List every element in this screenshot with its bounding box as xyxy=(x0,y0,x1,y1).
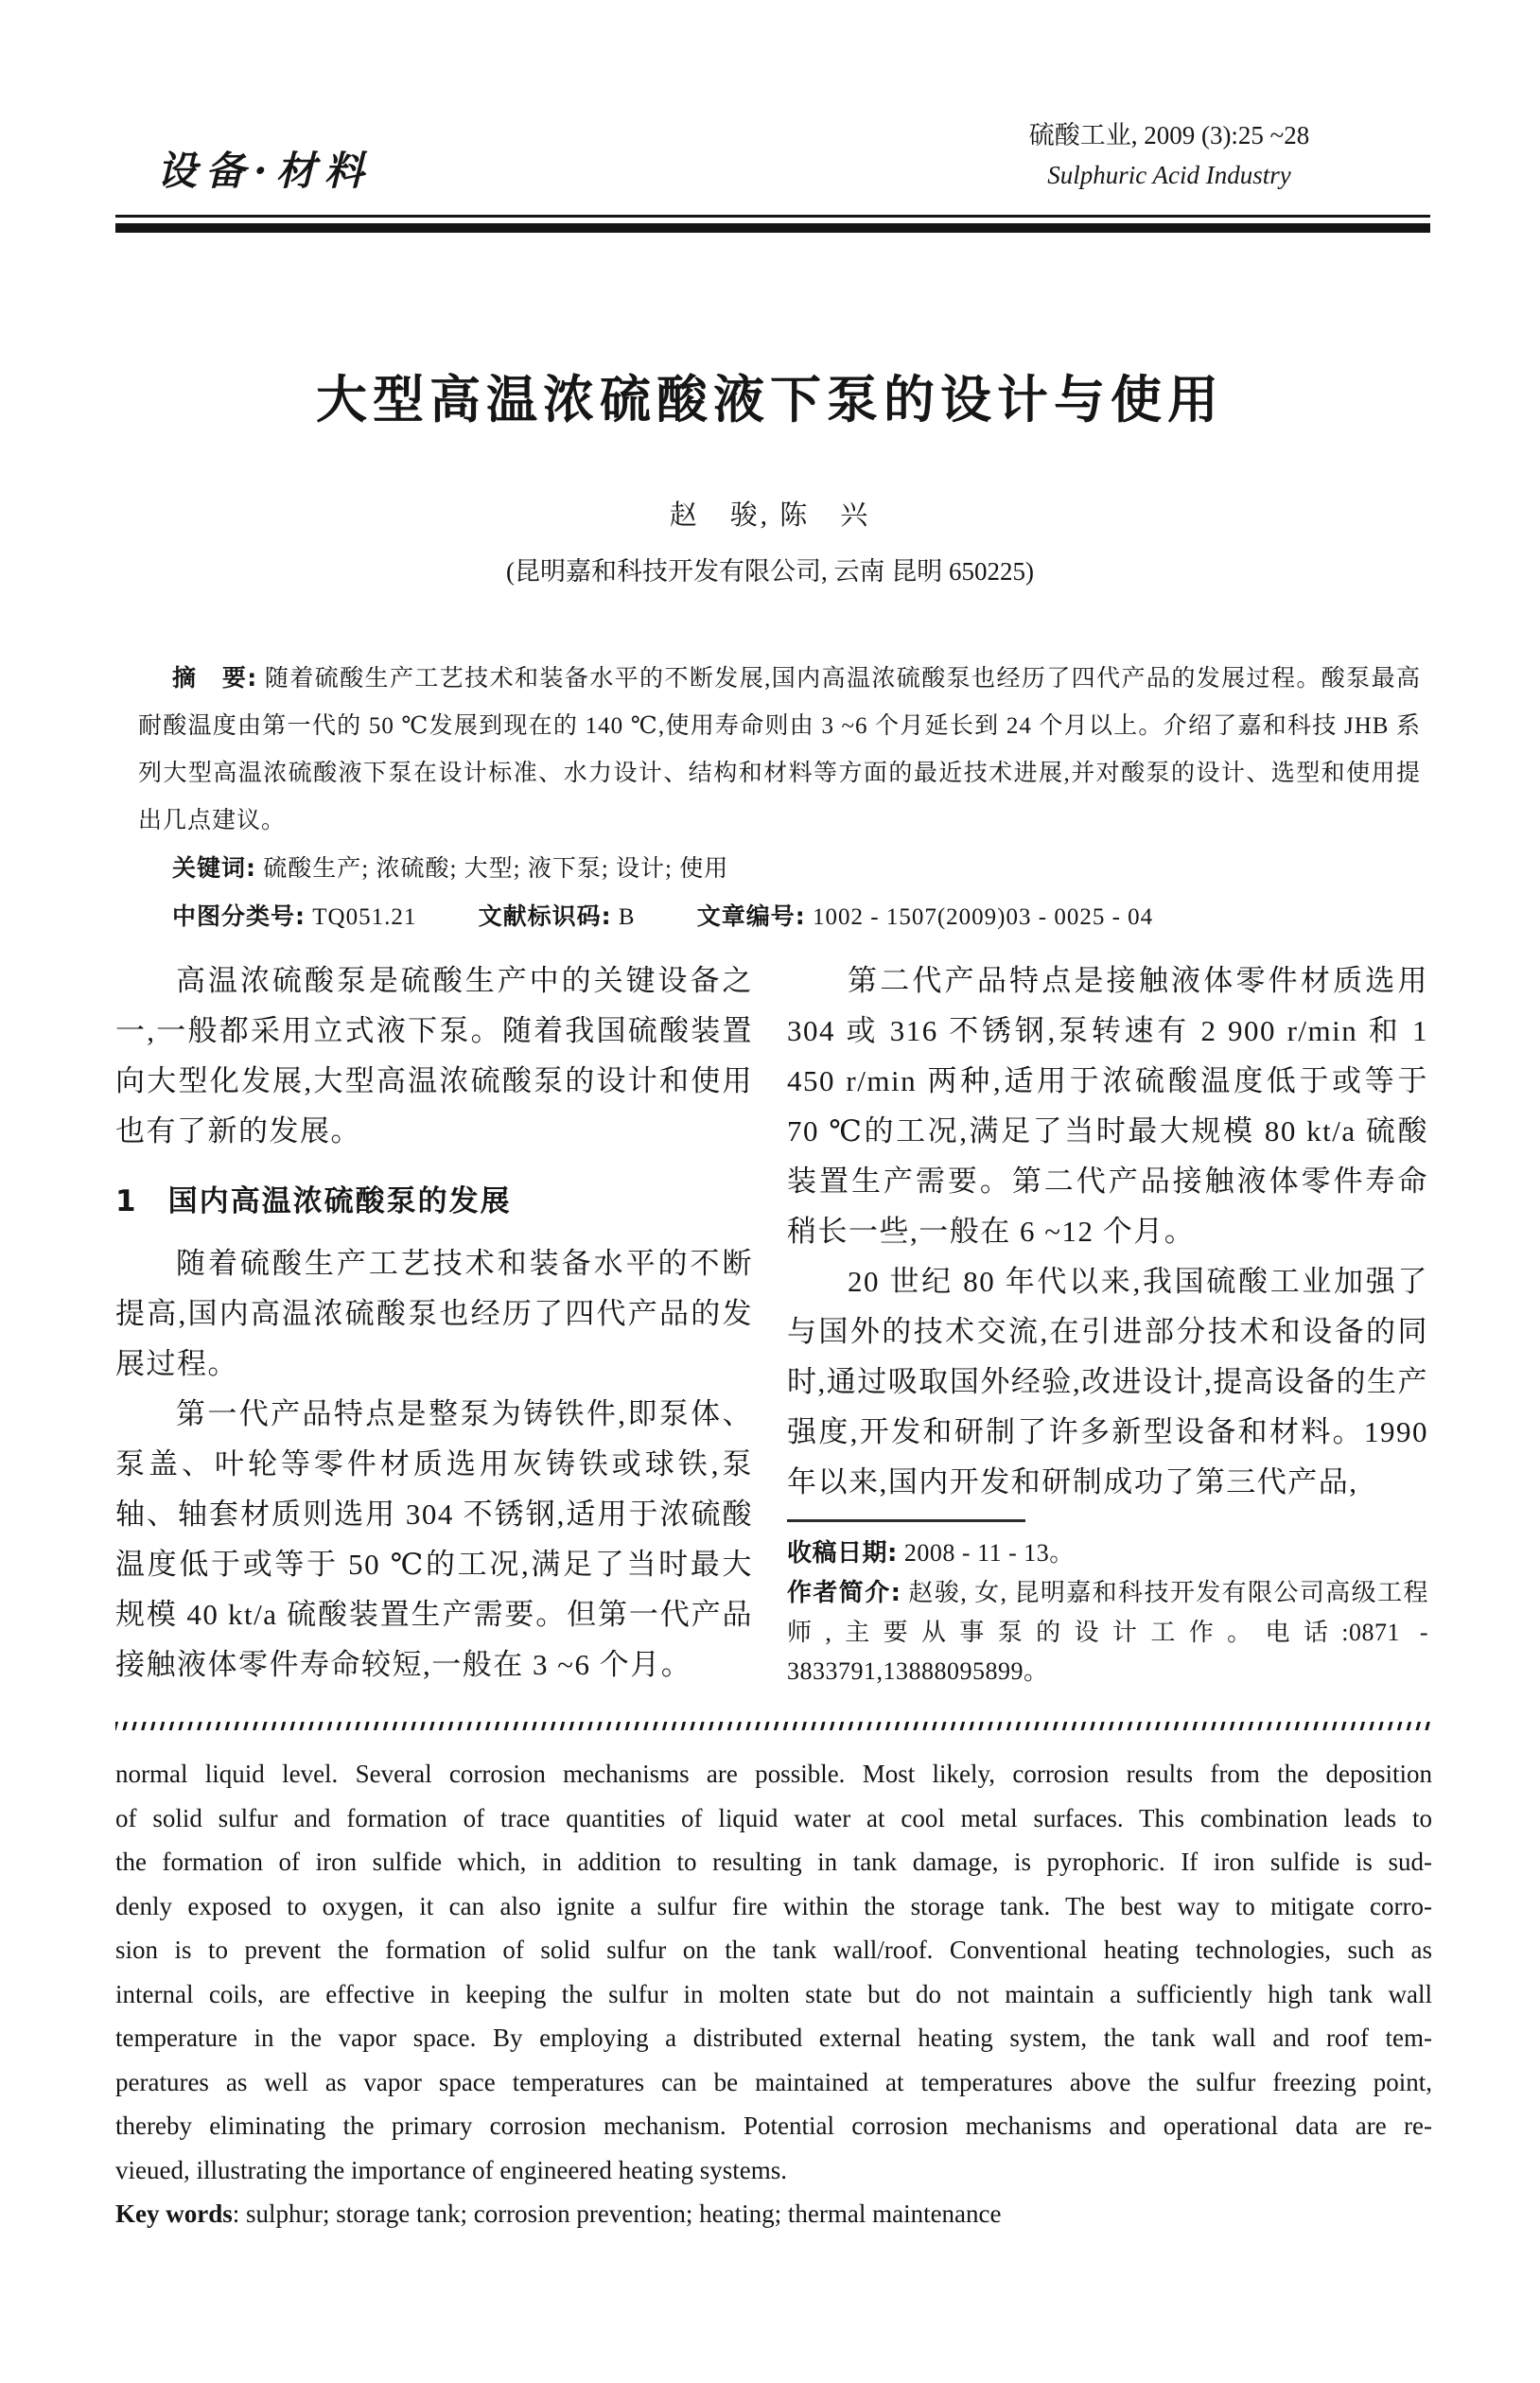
english-line: thereby eliminating the primary corrosion mechanism. Potential corrosion mechanisms and operational data are re- xyxy=(115,2111,1432,2140)
left-paragraph-1: 高温浓硫酸泵是硫酸生产中的关键设备之一,一般都采用立式液下泵。随着我国硫酸装置向大型化发展,大型高温浓硫酸泵的设计和使用也有了新的发展。 xyxy=(115,964,753,1148)
abstract-label: 摘 要: xyxy=(172,664,258,692)
article-authors: 赵 骏, 陈 兴 xyxy=(669,500,871,531)
header-rule-thin xyxy=(115,215,1430,218)
article-affiliation: (昆明嘉和科技开发有限公司, 云南 昆明 650225) xyxy=(506,557,1034,586)
left-paragraph-3: 第一代产品特点是整泵为铸铁件,即泵体、泵盖、叶轮等零件材质选用灰铸铁或球铁,泵轴、轴套材质则选用 304 不锈钢,适用于浓硫酸温度低于或等于 50 ℃的工况,满足了当时最大规模 40 kt/a 硫酸装置生产需要。但第一代产品接触液体零件寿命较短,一般在 3 ~6 个月。 xyxy=(115,1397,753,1681)
keywords-line xyxy=(138,845,1421,893)
classification-line xyxy=(138,893,1421,941)
english-line: internal coils, are effective in keeping the sulfur in molten state but do not maintain a sufficiently high tank wall xyxy=(115,1979,1432,2008)
english-line: the formation of iron sulfide which, in addition to resulting in tank damage, is pyrophoric. If iron sulfide is sud- xyxy=(115,1848,1432,1876)
abstract-text: 随着硫酸生产工艺技术和装备水平的不断发展,国内高温浓硫酸泵也经历了四代产品的发展过程。酸泵最高耐酸温度由第一代的 50 ℃发展到现在的 140 ℃,使用寿命则由 3 ~6 个月延长到 24 个月以上。介绍了嘉和科技 JHB 系列大型高温浓硫酸液下泵在设计标准、水力设计、结构和材料等方面的最近技术进展,并对酸泵的设计、选型和使用提出几点建议。 xyxy=(138,666,1422,833)
footnote-rule xyxy=(787,1519,1025,1522)
body-column-left xyxy=(115,955,753,1690)
journal-citation: 硫酸工业, 2009 (3):25 ~28 xyxy=(1028,121,1310,149)
left-paragraph-2: 随着硫酸生产工艺技术和装备水平的不断提高,国内高温浓硫酸泵也经历了四代产品的发展过程。 xyxy=(115,1247,753,1380)
english-line: denly exposed to oxygen, it can also ignite a sulfur fire within the storage tank. The best way to mitigate corro- xyxy=(115,1891,1432,1920)
clc-value: TQ051.21 xyxy=(312,904,417,930)
section-1-title: 国内高温浓硫酸泵的发展 xyxy=(167,1184,512,1218)
received-date-label: 收稿日期: xyxy=(787,1539,898,1568)
received-date-line xyxy=(787,1533,1428,1573)
english-keywords-label: Key words xyxy=(115,2199,233,2228)
doc-code-label: 文献标识码: xyxy=(478,902,612,930)
keywords-text: 硫酸生产; 浓硫酸; 大型; 液下泵; 设计; 使用 xyxy=(263,856,729,882)
english-keywords-line xyxy=(115,2192,1432,2236)
journal-name-english: Sulphuric Acid Industry xyxy=(1047,161,1291,189)
english-line: sion is to prevent the formation of solid sulfur on the tank wall/roof. Conventional heating technologies, such as xyxy=(115,1936,1432,1964)
column-section-label: 设备·材料 xyxy=(157,148,373,194)
abstract-block xyxy=(138,655,1421,941)
section-1-number: 1 xyxy=(115,1184,138,1218)
doc-code-value: B xyxy=(618,904,636,930)
keywords-label: 关键词: xyxy=(172,854,256,882)
right-paragraph-1: 第二代产品特点是接触液体零件材质选用 304 或 316 不锈钢,泵转速有 2 900 r/min 和 1 450 r/min 两种,适用于浓硫酸温度低于或等于 70 ℃的工况,满足了当时最大规模 80 kt/a 硫酸装置生产需要。第二代产品接触液体零件寿命稍长一些,一般在 6 ~12 个月。 xyxy=(787,964,1428,1248)
author-bio-label: 作者简介: xyxy=(787,1579,901,1607)
english-line: peratures as well as vapor space temperatures can be maintained at temperatures above the sulfur freezing point, xyxy=(115,2067,1432,2096)
section-1-heading xyxy=(115,1177,753,1227)
right-paragraph-2: 20 世纪 80 年代以来,我国硫酸工业加强了与国外的技术交流,在引进部分技术和设备的同时,通过吸取国外经验,改进设计,提高设备的生产强度,开发和研制了许多新型设备和材料。1990 年以来,国内开发和研制成功了第三代产品, xyxy=(787,1265,1428,1498)
article-id-value: 1002 - 1507(2009)03 - 0025 - 04 xyxy=(813,904,1154,930)
article-title: 大型高温浓硫酸液下泵的设计与使用 xyxy=(316,372,1224,429)
header-rule-thick xyxy=(115,223,1430,233)
author-bio-text: 赵骏, 女, 昆明嘉和科技开发有限公司高级工程师,主要从事泵的设计工作。电话:0871 - 3833791,13888095899。 xyxy=(787,1579,1428,1685)
footnote-block xyxy=(787,1519,1428,1691)
english-line: normal liquid level. Several corrosion mechanisms are possible. Most likely, corrosion results from the deposition xyxy=(115,1760,1432,1788)
abstract-paragraph xyxy=(138,655,1421,845)
doc-code-pair xyxy=(479,904,636,930)
journal-citation-block xyxy=(936,119,1402,191)
received-date-value: 2008 - 11 - 13。 xyxy=(903,1539,1075,1567)
english-keywords-text: : sulphur; storage tank; corrosion prevention; heating; thermal maintenance xyxy=(232,2199,1002,2228)
clc-pair xyxy=(172,904,416,930)
english-line: of solid sulfur and formation of trace quantities of liquid water at cool metal surfaces. This combination leads to xyxy=(115,1803,1432,1832)
article-id-label: 文章编号: xyxy=(696,902,806,930)
body-column-right xyxy=(787,955,1428,1507)
english-abstract-block xyxy=(115,1752,1432,2236)
english-line: vieued, illustrating the importance of engineered heating systems. xyxy=(115,2155,788,2184)
clc-label: 中图分类号: xyxy=(172,902,306,930)
dotted-separator xyxy=(115,1722,1432,1730)
article-id-pair xyxy=(697,904,1153,930)
author-bio-line xyxy=(787,1573,1428,1691)
english-line: temperature in the vapor space. By employing a distributed external heating system, the tank wall and roof tem- xyxy=(115,2024,1432,2052)
